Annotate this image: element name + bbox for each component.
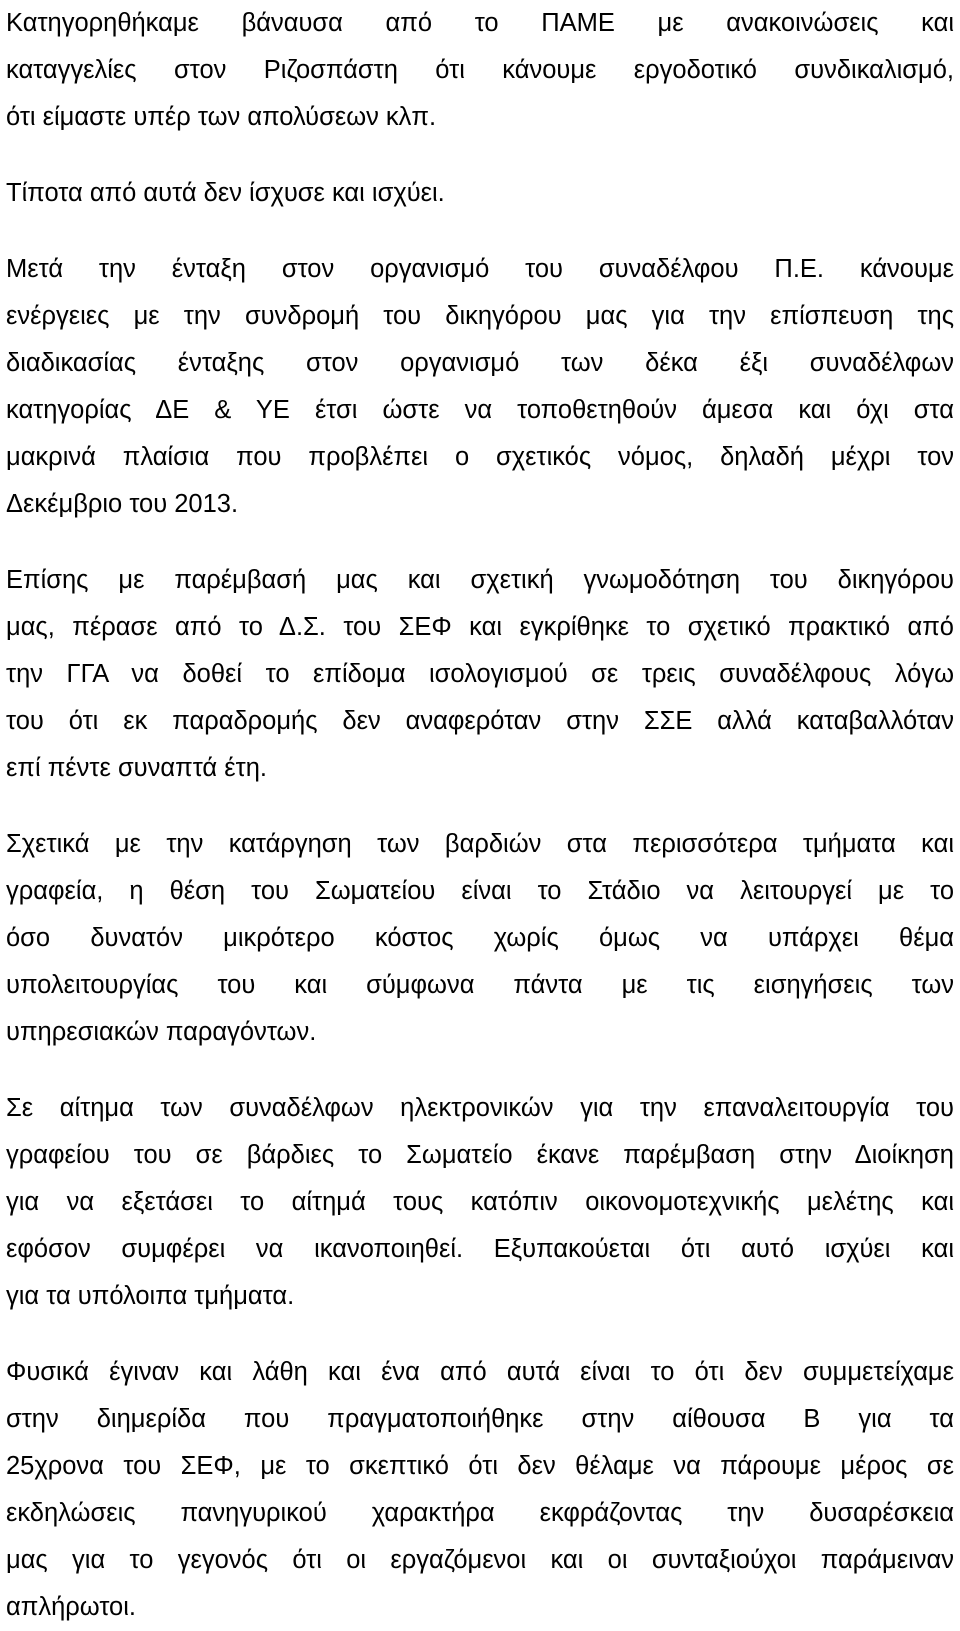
text-line: Επίσης με παρέμβασή μας και σχετική γνωμοδότηση του δικηγόρου — [6, 566, 954, 594]
paragraph-spacer — [6, 792, 954, 821]
paragraph-nothing-valid — [6, 170, 954, 217]
text-line: του ότι εκ παραδρομής δεν αναφερόταν στην ΣΣΕ αλλά καταβαλλόταν — [6, 707, 954, 735]
text-line: ενέργειες με την συνδρομή του δικηγόρου μας για την επίσπευση της — [6, 302, 954, 330]
text-line: Σε αίτημα των συναδέλφων ηλεκτρονικών για την επαναλειτουργία του — [6, 1094, 954, 1122]
paragraph-spacer — [6, 1320, 954, 1349]
paragraph-shifts — [6, 821, 954, 1056]
paragraph-accusations — [6, 0, 954, 141]
paragraph-mistakes — [6, 1349, 954, 1631]
text-line: ότι είμαστε υπέρ των απολύσεων κλπ. — [6, 103, 437, 131]
text-line: Φυσικά έγιναν και λάθη και ένα από αυτά είναι το ότι δεν συμμετείχαμε — [6, 1358, 954, 1386]
paragraph-balance-allowance — [6, 557, 954, 792]
text-line: κατηγορίας ΔΕ & ΥΕ έτσι ώστε να τοποθετηθούν άμεσα και όχι στα — [6, 396, 954, 424]
text-line: υπηρεσιακών παραγόντων. — [6, 1018, 317, 1046]
text-line: απλήρωτοι. — [6, 1593, 136, 1621]
text-line: στην διημερίδα που πραγματοποιήθηκε στην αίθουσα Β για τα — [6, 1405, 954, 1433]
text-line: όσο δυνατόν μικρότερο κόστος χωρίς όμως να υπάρχει θέμα — [6, 924, 954, 952]
text-line: για να εξετάσει το αίτημά τους κατόπιν οικονομοτεχνικής μελέτης και — [6, 1188, 954, 1216]
text-line: καταγγελίες στον Ριζοσπάστη ότι κάνουμε εργοδοτικό συνδικαλισμό, — [6, 56, 954, 84]
text-line: υπολειτουργίας του και σύμφωνα πάντα με τις εισηγήσεις των — [6, 971, 954, 999]
text-line: μακρινά πλαίσια που προβλέπει ο σχετικός νόμος, δηλαδή μέχρι τον — [6, 443, 954, 471]
text-line: Δεκέμβριο του 2013. — [6, 490, 239, 518]
document-page — [6, 0, 954, 1631]
text-line: Σχετικά με την κατάργηση των βαρδιών στα περισσότερα τμήματα και — [6, 830, 954, 858]
text-line: εκδηλώσεις πανηγυρικού χαρακτήρα εκφράζοντας την δυσαρέσκεια — [6, 1499, 954, 1527]
text-line: την ΓΓΑ να δοθεί το επίδομα ισολογισμού σε τρεις συναδέλφους λόγω — [6, 660, 954, 688]
text-line: μας, πέρασε από το Δ.Σ. του ΣΕΦ και εγκρίθηκε το σχετικό πρακτικό από — [6, 613, 954, 641]
text-line: εφόσον συμφέρει να ικανοποιηθεί. Εξυπακούεται ότι αυτό ισχύει και — [6, 1235, 954, 1263]
text-line: Τίποτα από αυτά δεν ίσχυσε και ισχύει. — [6, 179, 445, 207]
paragraph-electronics-office — [6, 1085, 954, 1320]
text-line: μας για το γεγονός ότι οι εργαζόμενοι και οι συνταξιούχοι παράμειναν — [6, 1546, 954, 1574]
text-line: για τα υπόλοιπα τμήματα. — [6, 1282, 295, 1310]
text-line: διαδικασίας ένταξης στον οργανισμό των δέκα έξι συναδέλφων — [6, 349, 954, 377]
text-line: επί πέντε συναπτά έτη. — [6, 754, 267, 782]
text-line: γραφείου του σε βάρδιες το Σωματείο έκανε παρέμβαση στην Διοίκηση — [6, 1141, 954, 1169]
paragraph-spacer — [6, 528, 954, 557]
paragraph-integration — [6, 246, 954, 528]
paragraph-spacer — [6, 217, 954, 246]
paragraph-spacer — [6, 141, 954, 170]
text-line: 25χρονα του ΣΕΦ, με το σκεπτικό ότι δεν θέλαμε να πάρουμε μέρος σε — [6, 1452, 954, 1480]
text-line: γραφεία, η θέση του Σωματείου είναι το Στάδιο να λειτουργεί με το — [6, 877, 954, 905]
paragraph-spacer — [6, 1056, 954, 1085]
text-line: Κατηγορηθήκαμε βάναυσα από το ΠΑΜΕ με ανακοινώσεις και — [6, 9, 954, 37]
text-line: Μετά την ένταξη στον οργανισμό του συναδέλφου Π.Ε. κάνουμε — [6, 255, 954, 283]
